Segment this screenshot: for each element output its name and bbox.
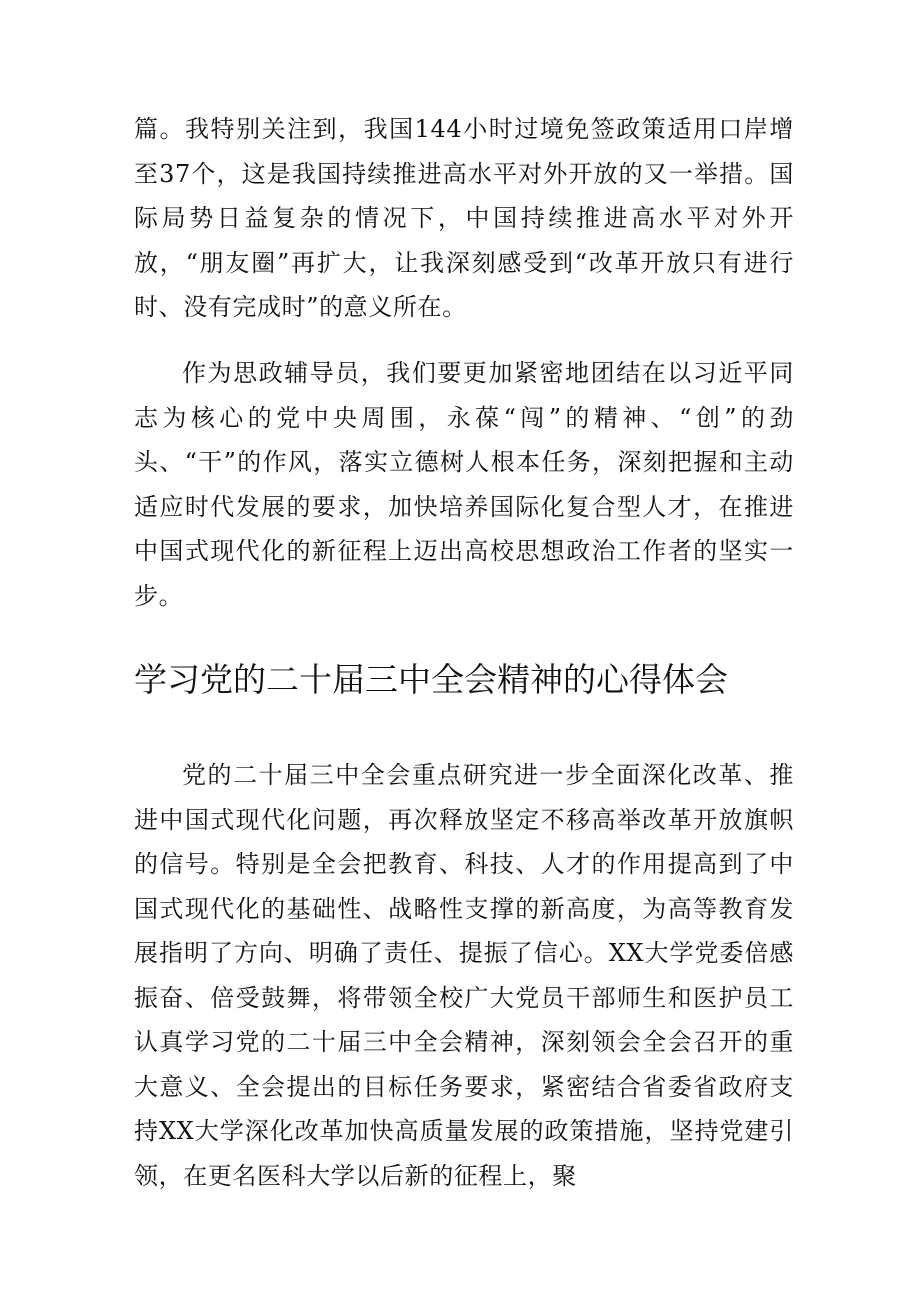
section-title: 学习党的二十届三中全会精神的心得体会 [134, 660, 728, 699]
paragraph-continued: 篇。我特别关注到，我国144小时过境免签政策适用口岸增至37个，这是我国持续推进高水平对外开放的又一举措。国际局势日益复杂的情况下，中国持续推进高水平对外开放，“朋友圈”再扩大，让我深刻感受到“改革开放只有进行时、没有完成时”的意义所在。 [134, 115, 794, 321]
paragraph-section: 党的二十届三中全会重点研究进一步全面深化改革、推进中国式现代化问题，再次释放坚定不移高举改革开放旗帜的信号。特别是全会把教育、科技、人才的作用提高到了中国式现代化的基础性、战略性支撑的新高度，为高等教育发展指明了方向、明确了责任、提振了信心。XX大学党委倍感振奋、倍受鼓舞，将带领全校广大党员干部师生和医护员工认真学习党的二十届三中全会精神，深刻领会全会召开的重大意义、全会提出的目标任务要求，紧密结合省委省政府支持XX大学深化改革加快高质量发展的政策措施，坚持党建引领，在更名医科大学以后新的征程上，聚 [134, 761, 794, 1190]
paragraph-counselor: 作为思政辅导员，我们要更加紧密地团结在以习近平同志为核心的党中央周围，永葆“闯”的精神、“创”的劲头、“干”的作风，落实立德树人根本任务，深刻把握和主动适应时代发展的要求，加快培养国际化复合型人才，在推进中国式现代化的新征程上迈出高校思想政治工作者的坚实一步。 [134, 359, 794, 610]
